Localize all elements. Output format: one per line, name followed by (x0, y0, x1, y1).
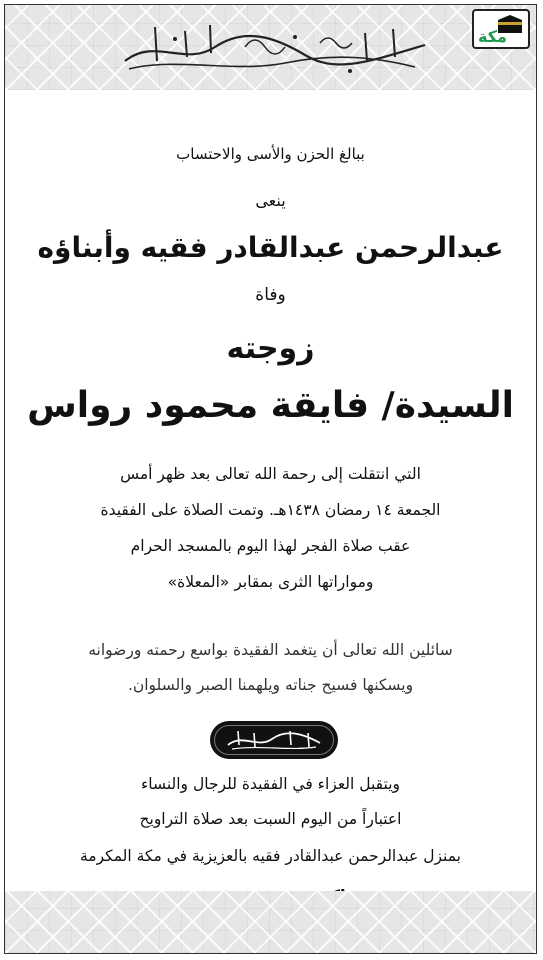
condolence-line: ويتقبل العزاء في الفقيدة للرجال والنساء (141, 775, 400, 793)
bottom-pattern-band (5, 891, 536, 953)
calligraphy-badge (210, 721, 338, 759)
makkah-newspaper-logo (472, 9, 530, 49)
relation-line: زوجته (226, 331, 315, 366)
condolence-line: اعتباراً من اليوم السبت بعد صلاة التراويح (139, 810, 402, 828)
announces-line: ينعى (255, 191, 286, 210)
family-name: عبدالرحمن عبدالقادر فقيه وأبناؤه (37, 231, 504, 264)
top-pattern-band (5, 5, 536, 90)
prayer-line: سائلين الله تعالى أن يتغمد الفقيدة بواسع رحمته ورضوانه (88, 641, 453, 659)
details-line: عقب صلاة الفجر لهذا اليوم بالمسجد الحرام (130, 537, 411, 555)
quran-verse-calligraphy (115, 17, 435, 81)
details-line: ومواراتها الثرى بمقابر «المعلاة» (167, 573, 374, 591)
badge-calligraphy (210, 721, 338, 759)
logo-text: مكة (478, 27, 507, 46)
details-line: التي انتقلت إلى رحمة الله تعالى بعد ظهر أمس (120, 465, 421, 483)
prayer-line: ويسكنها فسيح جناته ويلهمنا الصبر والسلوان. (127, 676, 414, 694)
deceased-name: السيدة/ فايقة محمود رواس (27, 385, 514, 426)
condolence-line: بمنزل عبدالرحمن عبدالقادر فقيه بالعزيزية في مكة المكرمة (79, 847, 461, 865)
obituary-frame (4, 4, 537, 954)
intro-line: ببالغ الحزن والأسى والاحتساب (176, 145, 365, 163)
details-line: الجمعة ١٤ رمضان ١٤٣٨هـ. وتمت الصلاة على الفقيدة (100, 501, 441, 519)
death-of-line: وفاة (255, 285, 286, 305)
